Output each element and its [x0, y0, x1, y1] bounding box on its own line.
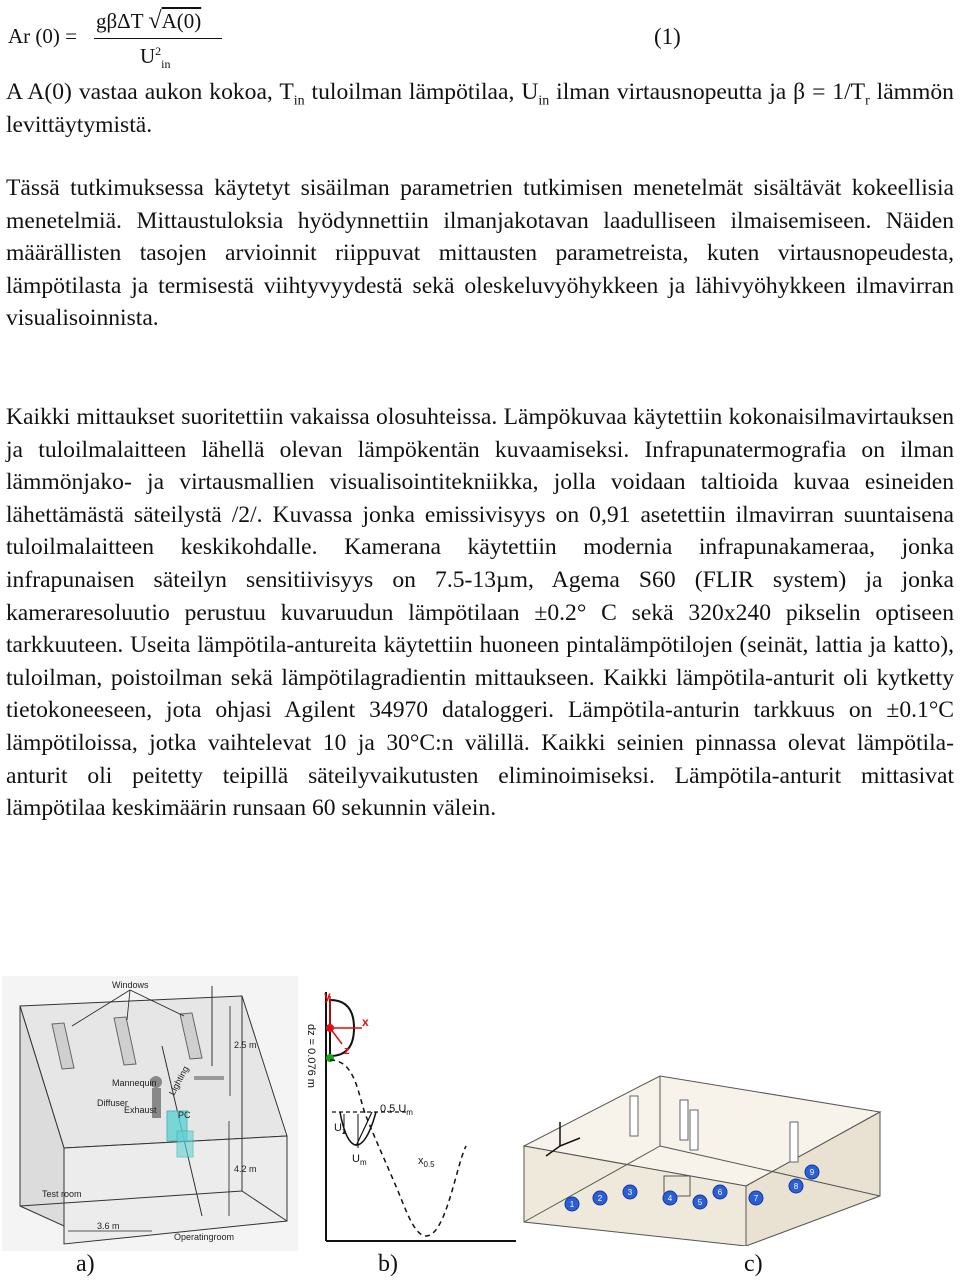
sensor-label: 6 [717, 1188, 723, 1197]
label-half-um [380, 1103, 413, 1117]
figure-b-jet-profile [296, 986, 520, 1246]
caption-a: a) [76, 1251, 95, 1277]
equation-numerator [96, 8, 201, 35]
denominator-exponent: 2 [155, 44, 162, 58]
caption-b: b) [378, 1251, 398, 1277]
fraction-bar [94, 38, 222, 39]
label-uz-sub: z [341, 1127, 346, 1136]
numerator-sqrt-term: A(0) [161, 9, 202, 33]
p1-text-d: lämmön levittäytymistä. [6, 79, 954, 138]
sensor-label: 9 [809, 1168, 815, 1177]
figure-row [0, 968, 960, 1281]
sensor-label: 4 [667, 1194, 673, 1203]
equation-1 [8, 4, 958, 74]
label-operating-room: Operatingroom [174, 1232, 235, 1242]
sensor-label: 8 [793, 1182, 799, 1191]
label-test-room: Test room [42, 1189, 82, 1199]
figure-b-origin-dot [326, 1024, 334, 1032]
paragraph-methods: Tässä tutkimuksessa käytetyt sisäilman parametrien tutkimisen menetelmät sisältävät kokeellisia menetelmiä. Mittaustuloksia hyödynnettiin ilmanjakotavan laadulliseen ilmaisemiseen. Näiden määrällisten tasojen arvioinnit riippuvat mittausten parametreista, kuten virtausnopeudesta, lämpötilasta ja termisestä viihtyvyydestä sekä oleskeluvyöhykkeen ja lähivyöhykkeen ilmavirran visualisoinnista. [6, 175, 954, 332]
label-lighting: Lighting [166, 1064, 191, 1097]
p1-text-a: A A(0) vastaa aukon kokoa, T [6, 79, 294, 105]
label-um [352, 1153, 367, 1167]
label-y-axis: y [324, 989, 331, 1003]
sensor-label: 5 [697, 1198, 703, 1207]
sensor-label: 7 [753, 1194, 759, 1203]
sensor-marker [789, 1179, 803, 1193]
figure-a-room-drawing [2, 976, 298, 1251]
p1-sub-in-1: in [293, 93, 305, 109]
equation-lhs: Ar (0) = [8, 24, 77, 48]
label-dim-2-5m: 2.5 m [234, 1040, 257, 1050]
label-dim-3-6m: 3.6 m [97, 1221, 120, 1231]
label-dz-offset: dz = 0.076 m [305, 1024, 317, 1088]
label-x-half-sub: 0.5 [423, 1160, 435, 1169]
sensor-marker [623, 1185, 637, 1199]
label-windows: Windows [112, 980, 149, 990]
label-half-um-sub: m [406, 1108, 413, 1117]
figure-c-sensor-room [520, 1026, 940, 1246]
label-pc: PC [178, 1110, 191, 1120]
label-x-half-text: x [418, 1155, 424, 1167]
label-exhaust: Exhaust [124, 1105, 157, 1115]
caption-c: c) [744, 1251, 763, 1277]
sensor-marker [593, 1191, 607, 1205]
sensor-label: 3 [627, 1188, 633, 1197]
sensor-marker [713, 1185, 727, 1199]
sensor-marker [749, 1191, 763, 1205]
label-um-sub: m [359, 1158, 367, 1167]
equation-number: (1) [654, 24, 681, 49]
label-x-axis: x [362, 1015, 369, 1029]
label-half-um-text: 0.5 U [380, 1103, 407, 1115]
p1-sub-r: r [865, 93, 870, 109]
sensor-marker [565, 1197, 579, 1211]
figure-c-room-outline [524, 1076, 880, 1246]
figure-b-jet-centerline [330, 1060, 466, 1236]
label-uz-text: U [334, 1122, 342, 1134]
p1-sub-in-2: in [538, 93, 550, 109]
sensor-label: 2 [597, 1194, 603, 1203]
label-x-half [418, 1155, 435, 1169]
label-dim-4-2m: 4.2 m [234, 1164, 257, 1174]
label-mannequin: Mannequin [112, 1078, 157, 1088]
paragraph-measurements: Kaikki mittaukset suoritettiin vakaissa olosuhteissa. Lämpökuvaa käytettiin kokonaisilmavirtauksen ja tuloilmalaitteen lähellä olevan lämpökentän kuvaamiseksi. Infrapunatermografia on ilman lämmönjako- ja virtausmallien visualisointitekniikka, jolla voidaan taltioida kuvaa esineiden lähettämästä säteilystä /2/. Kuvassa jonka emissivisyys on 0,91 asetettiin ilmavirran suuntaisena tuloilmalaitteen keskikohdalle. Kamerana käytettiin modernia infrapunakameraa, jonka infrapunaisen säteilyn sensitiivisyys on 7.5-13µm, Agema S60 (FLIR system) ja jonka kameraresoluutio perustuu kuvaruudun lämpötilaan ±0.2° C sekä 320x240 pikselin optiseen tarkkuuteen. Useita lämpötila-antureita käytettiin huoneen pintalämpötilojen (seinät, lattia ja katto), tuloilman, poistoilman sekä lämpötilagradientin mittaukseen. Kaikki lämpötila-anturit oli kytketty tietokoneeseen, jota ohjasi Agilent 34970 dataloggeri. Lämpötila-anturin tarkkuus on ±0.1°C lämpötiloissa, jotka vaihtelevat 10 ja 30°C:n välillä. Kaikki seinien pinnassa olevat lämpötila-anturit oli peitetty teipillä säteilyvaikutusten eliminoimiseksi. Lämpötila-anturit mittasivat lämpötilaa keskimäärin runsaan 60 sekunnin välein. [6, 404, 954, 822]
paragraph-variables [6, 76, 954, 141]
p1-text-b: tuloilman lämpötilaa, U [304, 79, 539, 105]
denominator-subscript: in [161, 57, 171, 72]
label-diffuser: Diffuser [97, 1098, 128, 1108]
figure-a-lighting-fixture [194, 1076, 224, 1080]
denominator-symbol: U [140, 44, 156, 68]
sensor-label: 1 [569, 1200, 575, 1209]
label-z-axis: z [344, 1045, 350, 1057]
label-um-text: U [352, 1153, 360, 1165]
sensor-marker [693, 1195, 707, 1209]
equation-denominator [140, 44, 171, 72]
sensor-marker [805, 1165, 819, 1179]
p1-text-c: ilman virtausnopeutta ja β = 1/T [549, 79, 866, 105]
sensor-marker [663, 1191, 677, 1205]
numerator-text: gβΔT [96, 9, 144, 33]
sqrt-icon: √ [148, 8, 162, 34]
